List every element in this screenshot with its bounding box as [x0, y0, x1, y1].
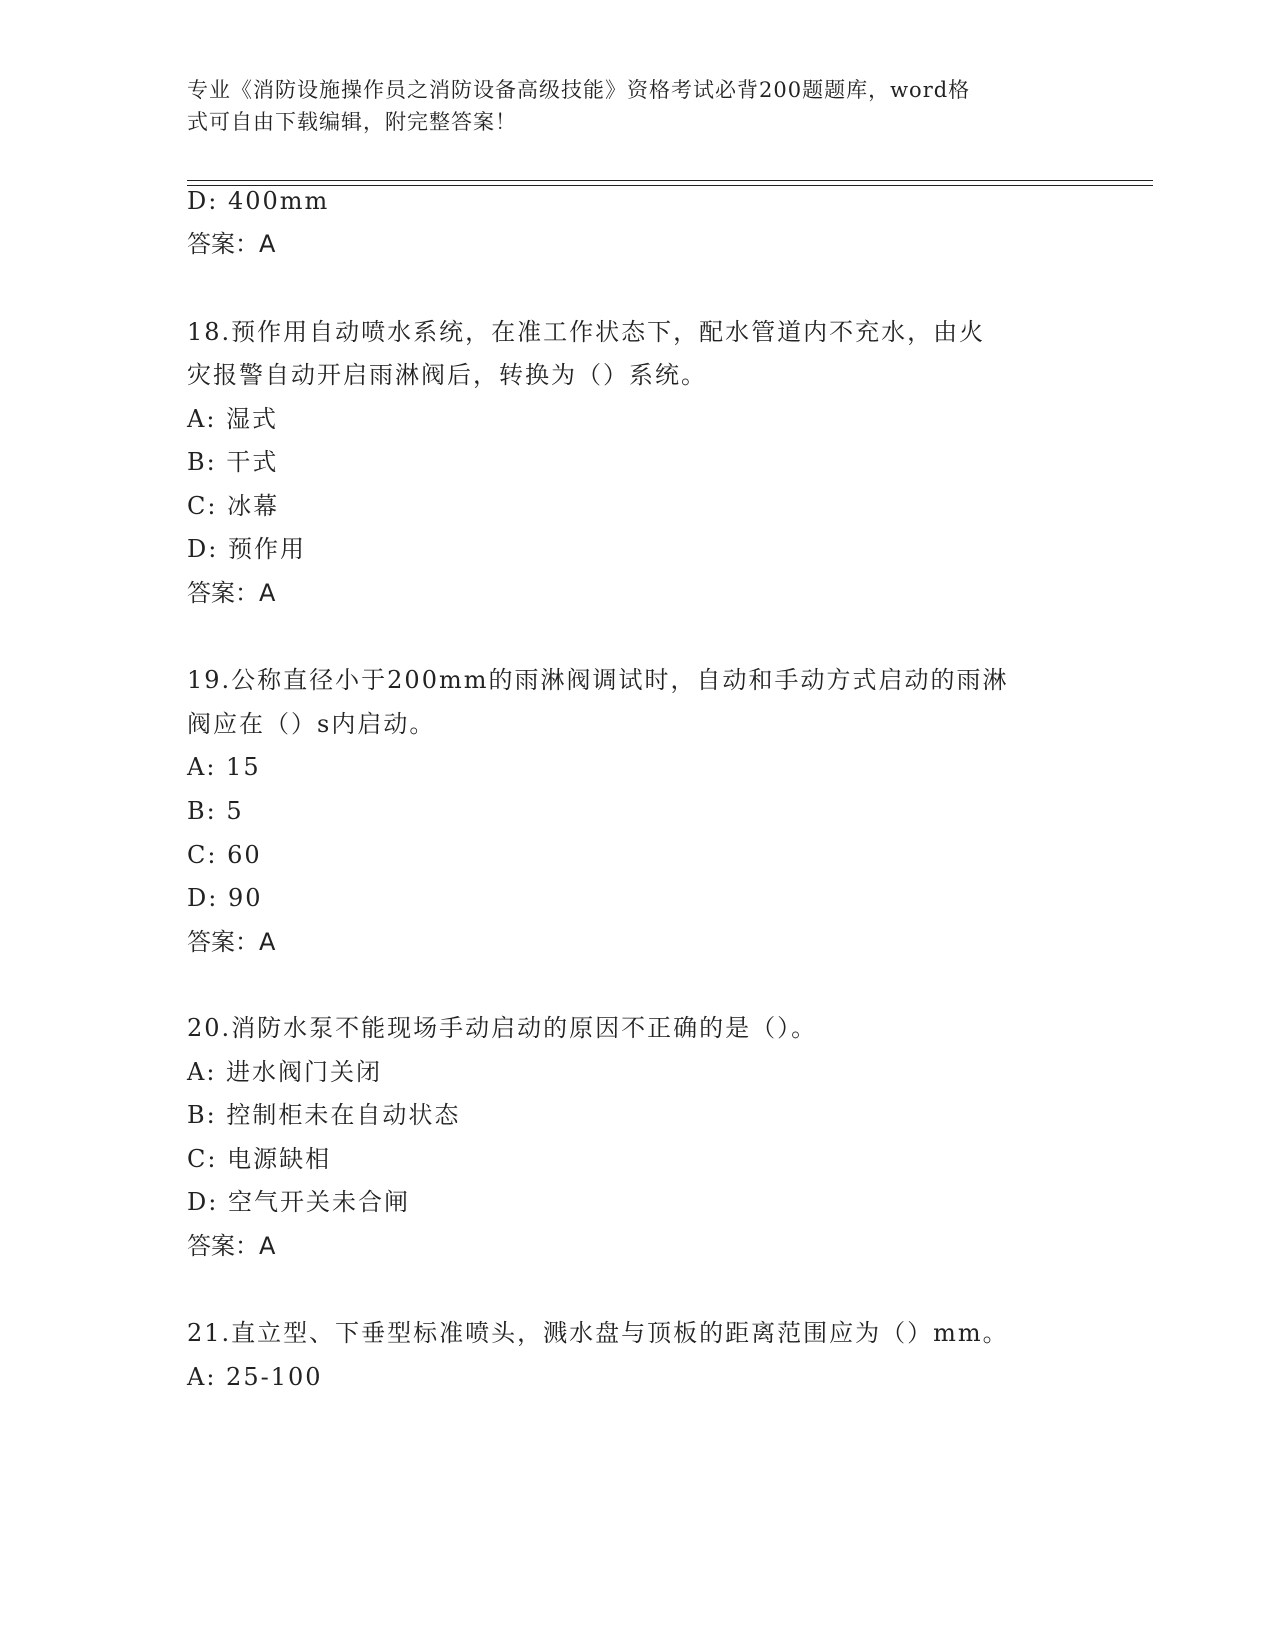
- option-line: B: 干式: [187, 448, 279, 476]
- option-line: D: 400mm: [187, 187, 330, 215]
- question-line: 20.消防水泵不能现场手动启动的原因不正确的是（）。: [187, 1014, 818, 1042]
- option-line: C: 冰幕: [187, 492, 280, 520]
- answer-line: 答案：A: [187, 1232, 276, 1260]
- question-line: 19.公称直径小于200mm的雨淋阀调试时，自动和手动方式启动的雨淋: [187, 666, 1009, 694]
- question-line: 灾报警自动开启雨淋阀后，转换为（）系统。: [187, 361, 707, 389]
- header-rule-bottom: [187, 185, 1153, 186]
- answer-line: 答案：A: [187, 579, 276, 607]
- option-line: B: 控制柜未在自动状态: [187, 1101, 461, 1129]
- option-line: C: 电源缺相: [187, 1145, 332, 1173]
- option-line: D: 预作用: [187, 535, 306, 563]
- answer-line: 答案：A: [187, 230, 276, 258]
- option-line: A: 15: [187, 753, 261, 781]
- option-line: C: 60: [187, 841, 262, 869]
- header-rule-top: [187, 180, 1153, 181]
- header-line-1: 专业《消防设施操作员之消防设备高级技能》资格考试必背200题题库，word格: [187, 78, 971, 102]
- option-line: D: 90: [187, 884, 263, 912]
- option-line: A: 25-100: [187, 1363, 323, 1391]
- option-line: A: 进水阀门关闭: [187, 1058, 383, 1086]
- option-line: D: 空气开关未合闸: [187, 1188, 410, 1216]
- question-line: 阀应在（）s内启动。: [187, 710, 436, 738]
- option-line: B: 5: [187, 797, 244, 825]
- option-line: A: 湿式: [187, 405, 279, 433]
- answer-line: 答案：A: [187, 928, 276, 956]
- question-line: 18.预作用自动喷水系统，在准工作状态下，配水管道内不充水，由火: [187, 318, 986, 346]
- question-line: 21.直立型、下垂型标准喷头，溅水盘与顶板的距离范围应为（）mm。: [187, 1319, 1009, 1347]
- header-line-2: 式可自由下载编辑，附完整答案！: [187, 110, 517, 134]
- document-header: [187, 74, 1067, 138]
